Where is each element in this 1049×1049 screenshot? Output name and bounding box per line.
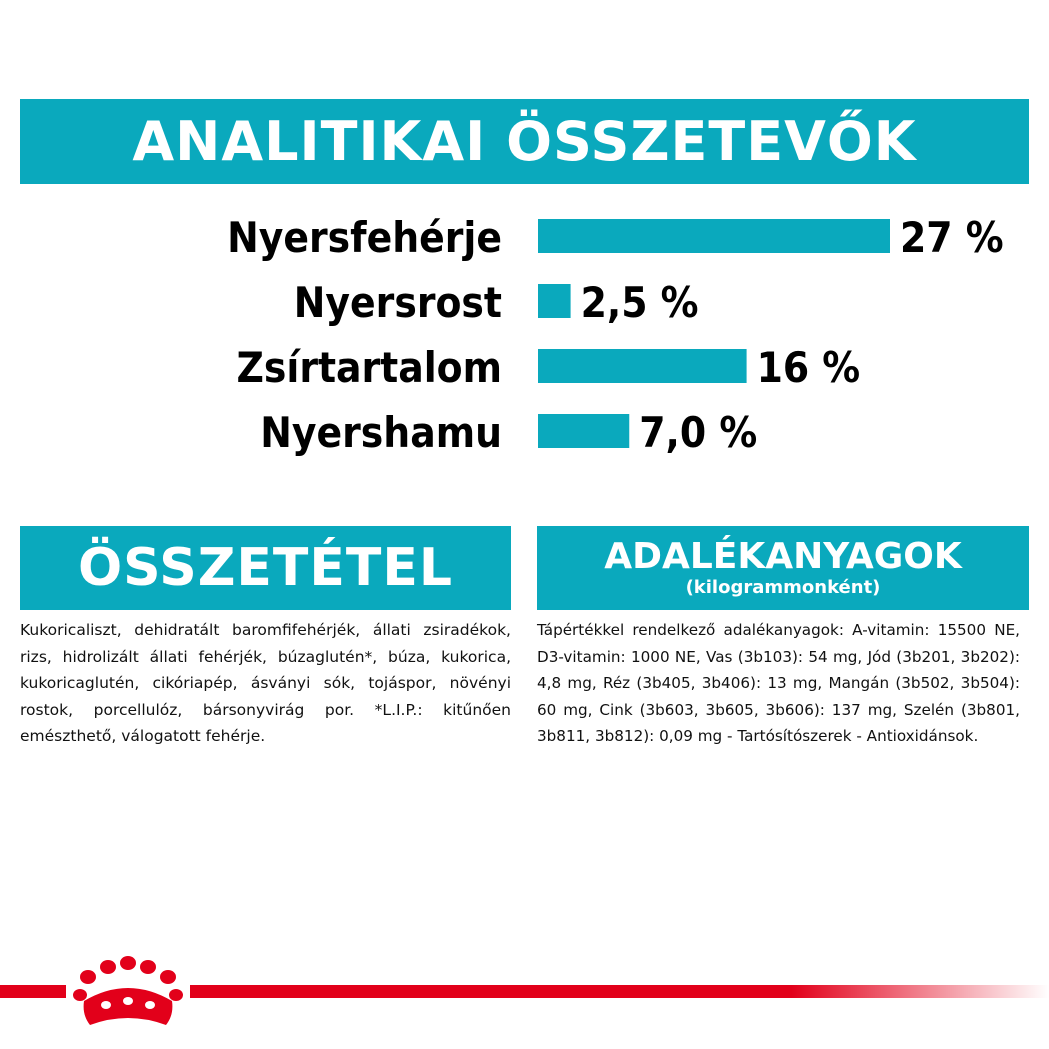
bar: [538, 219, 890, 253]
additives-subheading: (kilogrammonként): [685, 577, 881, 598]
bar: [538, 414, 629, 448]
crown-logo-icon: [70, 955, 186, 1033]
footer-line: [190, 985, 1049, 998]
category-label: Nyershamu: [260, 408, 502, 457]
value-label: 16 %: [756, 343, 861, 392]
nutrient-bar-chart: [0, 195, 1049, 475]
additives-banner: [537, 526, 1029, 610]
value-label: 2,5 %: [580, 278, 699, 327]
title-banner: [20, 99, 1029, 184]
bar: [538, 349, 747, 383]
value-label: 7,0 %: [639, 408, 758, 457]
additives-text: Tápértékkel rendelkező adalékanyagok: A-vitamin: 15500 NE, D3-vitamin: 1000 NE, Vas (3b103): 54 mg, Jód (3b201, 3b202): 4,8 mg, Réz (3b405, 3b406): 13 mg, Mangán (3b502, 3b504): 60 mg, Cink (3b603, 3b605, 3b606): 137 mg, Szelén (3b801, 3b811, 3b812): 0,09 mg - Tartósítószerek - Antioxidánsok.: [537, 621, 1020, 745]
composition-text: Kukoricaliszt, dehidratált baromfifehérjék, állati zsiradékok, rizs, hidrolizált állati fehérjék, búzaglutén*, búza, kukorica, kukoricaglutén, cikóriapép, ásványi sók, tojáspor, növényi rostok, porcellulóz, bársonyvirág por. *L.I.P.: kitűnően emészthető, válogatott fehérje.: [20, 621, 511, 745]
footer-line-left: [0, 985, 66, 998]
page-title: ANALITIKAI ÖSSZETEVŐK: [132, 110, 917, 173]
additives-heading: ADALÉKANYAGOK: [604, 536, 962, 577]
composition-heading: ÖSSZETÉTEL: [77, 538, 454, 598]
composition-banner: [20, 526, 511, 610]
value-label: 27 %: [900, 213, 1004, 262]
category-label: Nyersfehérje: [227, 213, 502, 262]
bar: [538, 284, 571, 318]
category-label: Zsírtartalom: [236, 343, 502, 392]
category-label: Nyersrost: [293, 278, 502, 327]
